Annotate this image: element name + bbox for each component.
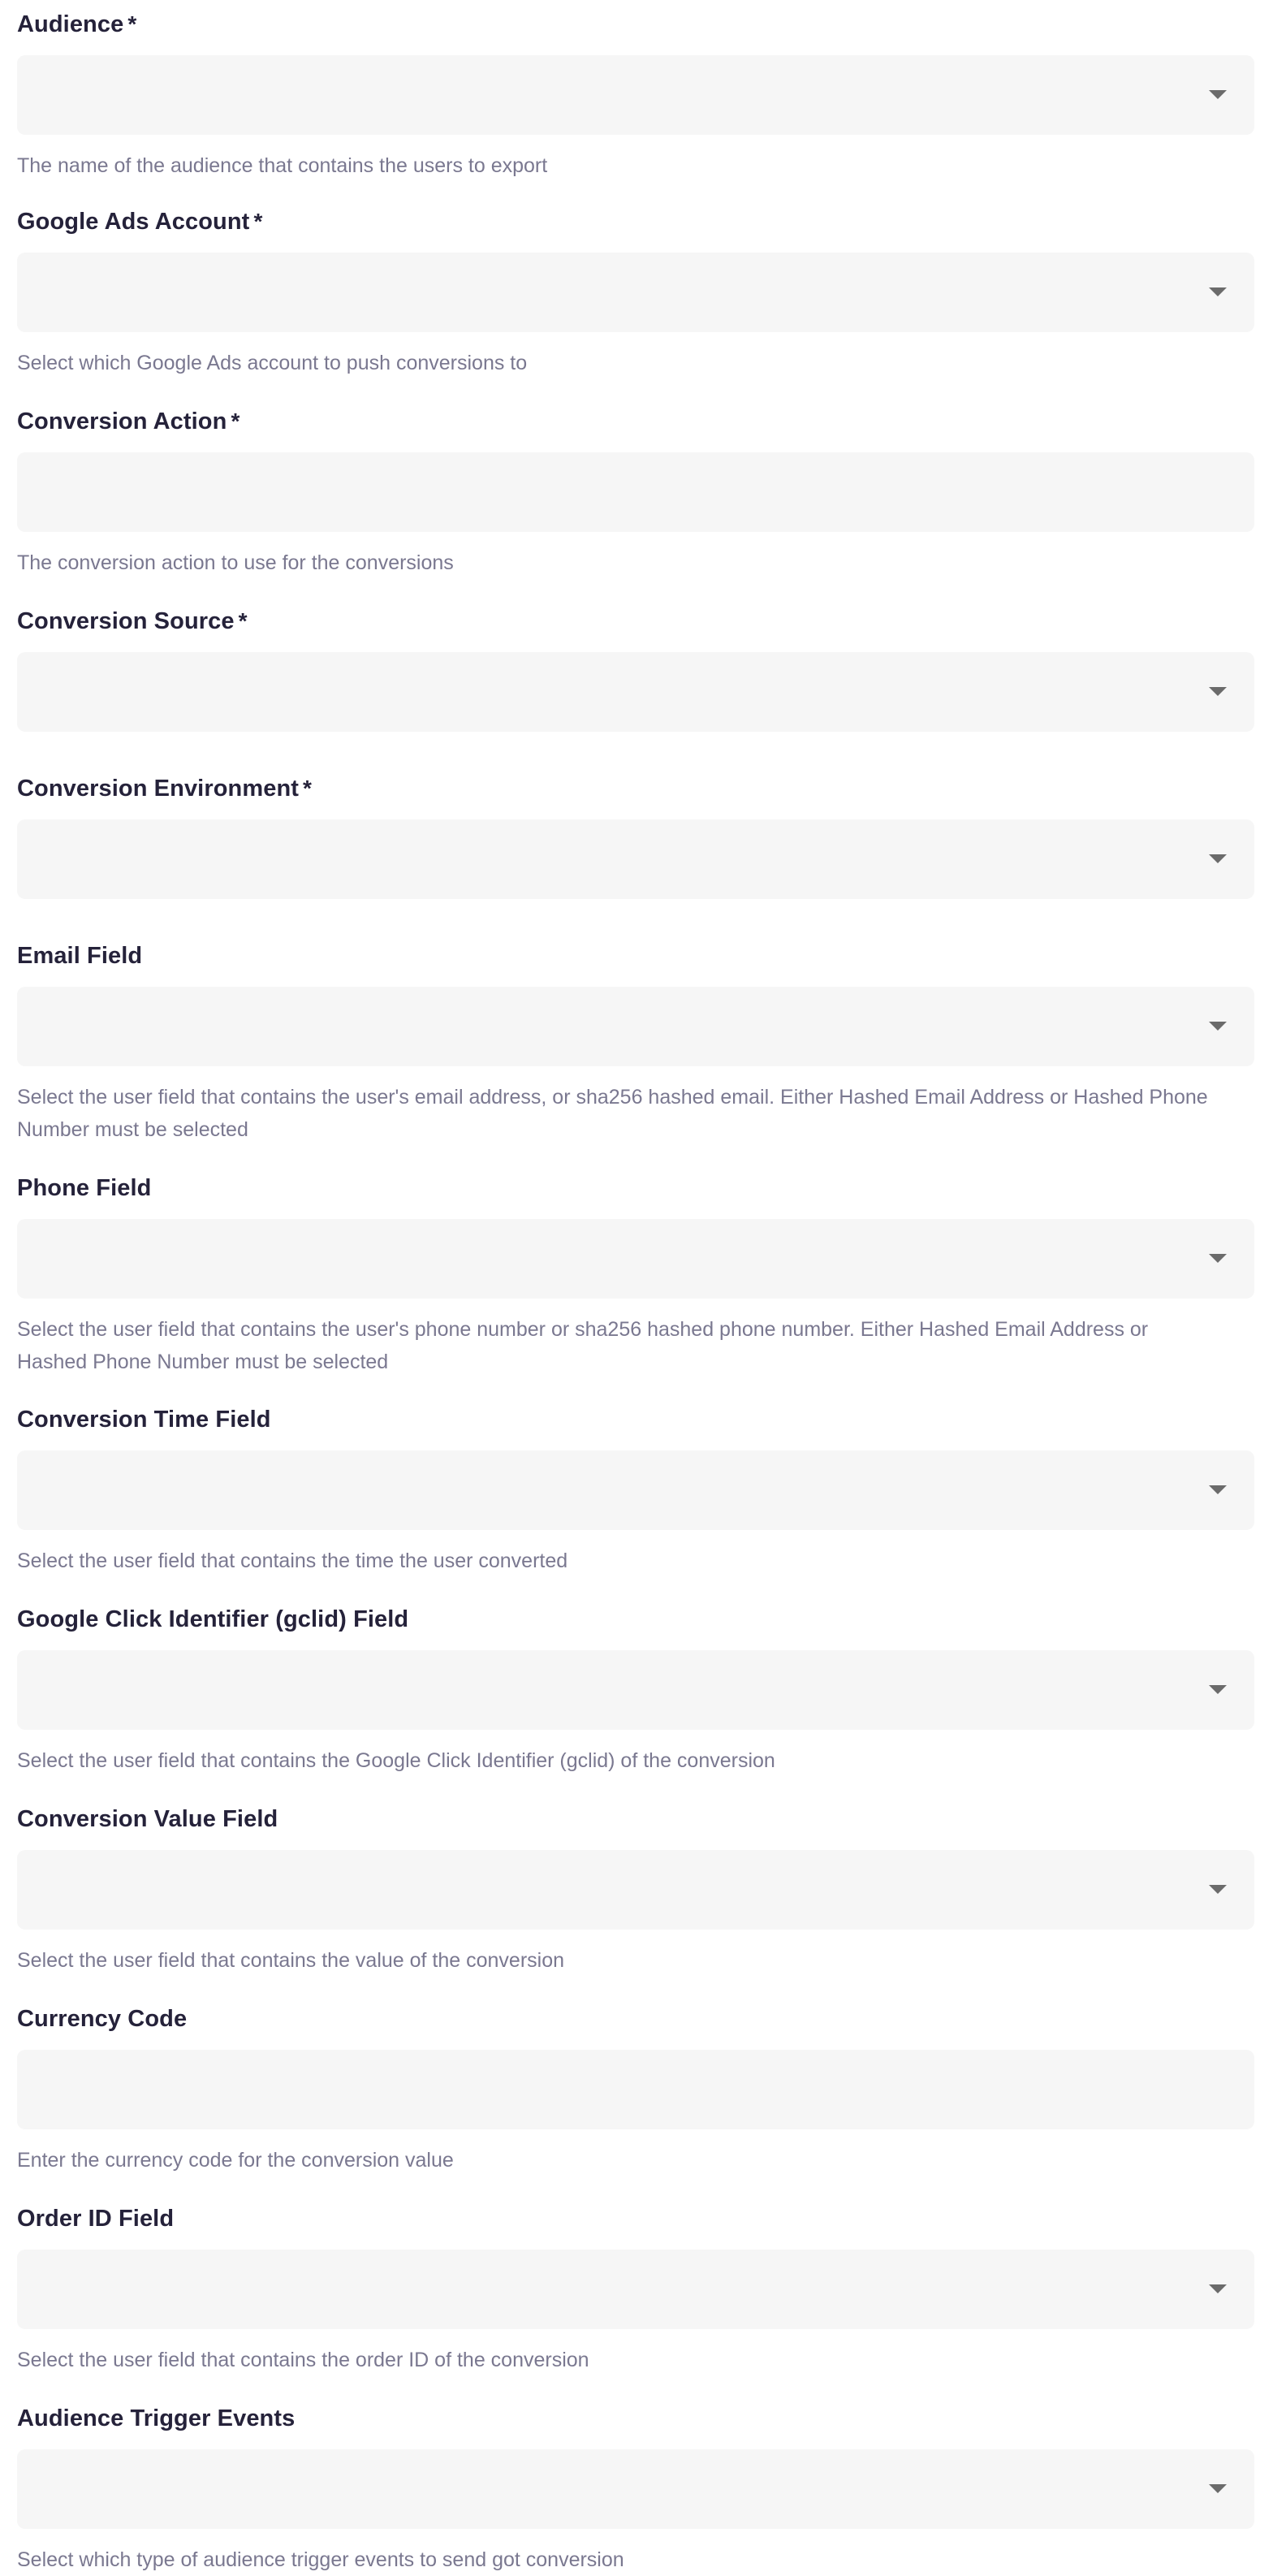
google-ads-account-select[interactable] [17,253,1254,332]
help-text: The conversion action to use for the conversions [17,551,454,574]
field-conversion-value [17,1803,1254,1977]
conversion-action-input[interactable] [17,452,1254,532]
conversion-environment-select[interactable] [17,819,1254,899]
gclid-field-select[interactable] [17,1650,1254,1730]
required-asterisk: * [127,11,137,37]
help-text: Select which type of audience trigger events to send got conversion [17,2548,624,2571]
field-phone [17,1172,1254,1378]
conversion-source-select[interactable] [17,652,1254,732]
conversion-action-input-wrapper [17,452,1254,532]
chevron-down-icon[interactable] [1209,1885,1227,1894]
required-asterisk: * [253,209,263,234]
phone-field-select[interactable] [17,1219,1254,1299]
chevron-down-icon[interactable] [1209,1485,1227,1494]
field-currency-code [17,2003,1254,2176]
field-audience-trigger-events [17,2402,1254,2576]
help-text: The name of the audience that contains the users to export [17,154,548,177]
help-text: Select the user field that contains the time the user converted [17,1549,568,1572]
field-conversion-time [17,1403,1254,1577]
conversion-time-field-select[interactable] [17,1450,1254,1530]
field-label: Order ID Field [17,2205,175,2232]
help-text: Select the user field that contains the value of the conversion [17,1949,565,1972]
chevron-down-icon[interactable] [1209,854,1227,863]
audience-select[interactable] [17,55,1254,135]
currency-code-input[interactable] [17,2050,1254,2129]
audience-trigger-events-select[interactable] [17,2449,1254,2529]
field-label: Conversion Action [17,408,227,434]
field-audience [17,8,1254,182]
field-label: Phone Field [17,1174,152,1201]
field-label: Audience [17,11,124,37]
chevron-down-icon[interactable] [1209,287,1227,296]
field-label: Conversion Source [17,607,235,634]
required-asterisk: * [231,408,240,434]
field-google-ads-account [17,205,1254,379]
help-text: Select which Google Ads account to push conversions to [17,352,528,374]
help-text: Enter the currency code for the conversion value [17,2149,454,2172]
field-label: Conversion Value Field [17,1805,278,1832]
field-label: Email Field [17,942,143,969]
field-conversion-action [17,405,1254,579]
field-email [17,940,1254,1146]
chevron-down-icon[interactable] [1209,2484,1227,2493]
chevron-down-icon[interactable] [1209,1022,1227,1031]
help-text: Select the user field that contains the order ID of the conversion [17,2349,589,2371]
field-label: Google Click Identifier (gclid) Field [17,1606,409,1632]
required-asterisk: * [303,776,312,801]
chevron-down-icon[interactable] [1209,90,1227,99]
chevron-down-icon[interactable] [1209,1254,1227,1263]
field-label: Audience Trigger Events [17,2405,296,2431]
email-field-select[interactable] [17,987,1254,1066]
help-text: Select the user field that contains the user's phone number or sha256 hashed phone number. Either Hashed Email Address or Hashed Phone Number must be selected [17,1318,1149,1373]
chevron-down-icon[interactable] [1209,687,1227,696]
field-conversion-source [17,605,1254,732]
chevron-down-icon[interactable] [1209,2284,1227,2293]
field-label: Currency Code [17,2005,188,2032]
field-conversion-environment [17,772,1254,899]
conversion-value-field-select[interactable] [17,1850,1254,1930]
field-label: Google Ads Account [17,208,250,235]
help-text: Select the user field that contains the Google Click Identifier (gclid) of the conversion [17,1749,775,1772]
currency-code-input-wrapper [17,2050,1254,2129]
help-text: Select the user field that contains the user's email address, or sha256 hashed email. Either Hashed Email Address or Hashed Phone Number must be selected [17,1086,1208,1141]
field-label: Conversion Time Field [17,1406,271,1433]
field-gclid [17,1603,1254,1777]
order-id-field-select[interactable] [17,2250,1254,2329]
required-asterisk: * [238,608,248,633]
chevron-down-icon[interactable] [1209,1685,1227,1694]
field-label: Conversion Environment [17,775,300,802]
field-order-id [17,2202,1254,2376]
